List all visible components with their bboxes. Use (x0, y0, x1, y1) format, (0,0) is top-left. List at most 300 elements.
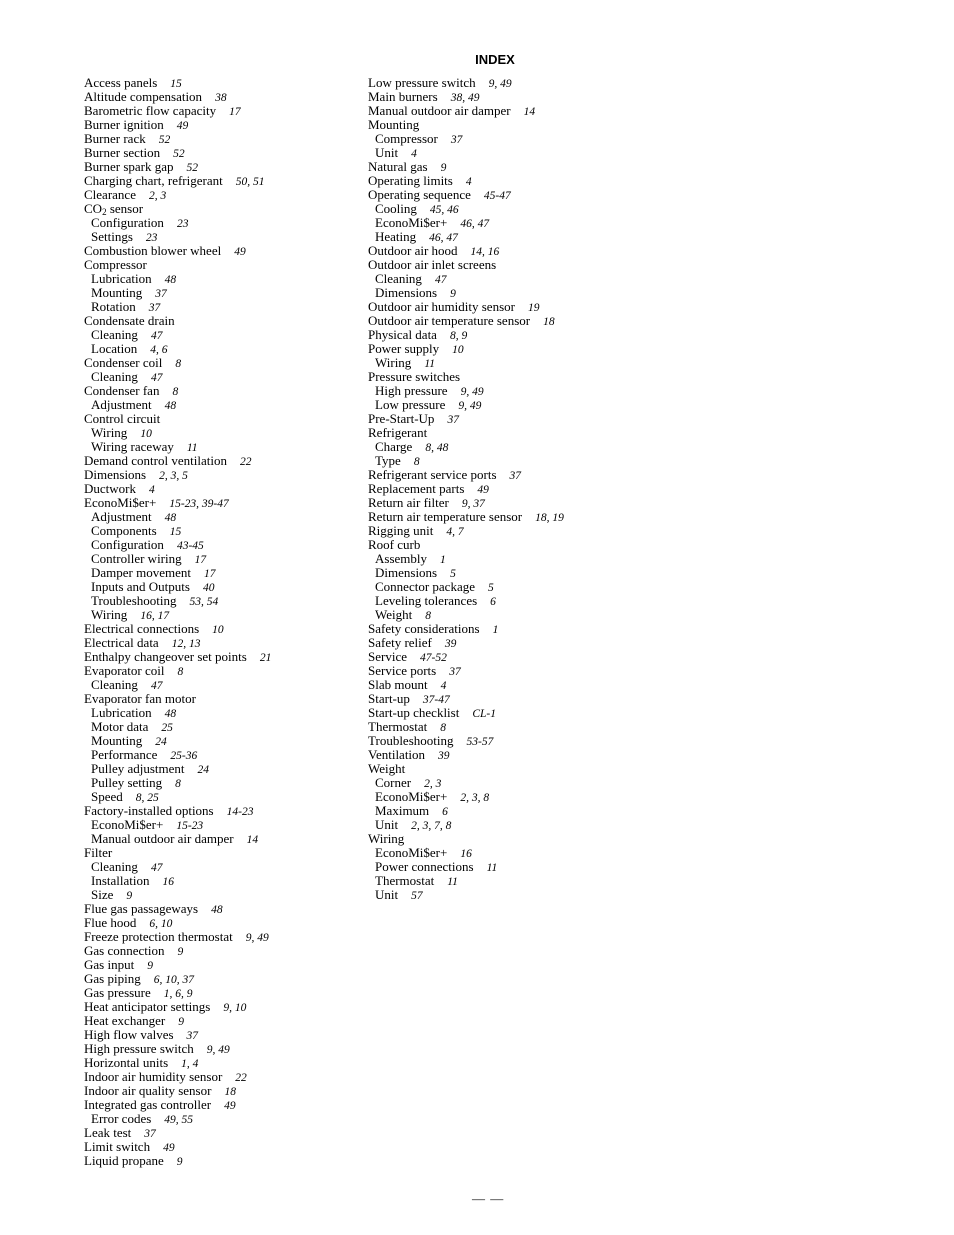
index-term: Manual outdoor air damper (91, 831, 234, 846)
index-subentry (368, 552, 564, 566)
index-term: Unit (375, 145, 399, 160)
index-term: Weight (375, 607, 413, 622)
index-entry (368, 118, 564, 132)
index-entry (368, 468, 564, 482)
index-page-ref: 9 (440, 162, 447, 174)
index-entry (368, 720, 564, 734)
index-page-ref: 22 (239, 456, 252, 468)
index-page-ref: 47 (150, 680, 163, 692)
index-entry (368, 692, 564, 706)
index-entry (84, 1154, 271, 1168)
index-term: Gas pressure (84, 985, 151, 1000)
index-entry (84, 314, 271, 328)
index-term: EconoMi$er+ (375, 215, 448, 230)
index-entry (368, 678, 564, 692)
index-page-ref: 45-47 (483, 190, 511, 202)
index-entry (84, 1056, 271, 1070)
index-entry (368, 748, 564, 762)
index-subentry (84, 552, 271, 566)
index-entry (368, 174, 564, 188)
index-page-ref: 47-52 (419, 652, 447, 664)
index-term: Rigging unit (368, 523, 434, 538)
index-entry (368, 104, 564, 118)
index-term: Power connections (375, 859, 474, 874)
index-page-ref: 1 (440, 554, 446, 566)
index-entry (84, 1000, 271, 1014)
index-page-ref: 43-45 (176, 540, 204, 552)
index-term-suffix: sensor (106, 201, 144, 216)
index-page-ref: 15 (169, 526, 182, 538)
index-term: Wiring (368, 831, 405, 846)
index-entry (368, 426, 564, 440)
index-term: Adjustment (91, 397, 152, 412)
index-entry (84, 118, 271, 132)
index-term: Rotation (91, 299, 136, 314)
index-term: Cleaning (91, 677, 138, 692)
index-page-ref: 49 (163, 1142, 175, 1154)
index-entry (84, 972, 271, 986)
index-entry (84, 1126, 271, 1140)
index-subentry (368, 356, 564, 370)
index-entry (368, 664, 564, 678)
index-term: Ventilation (368, 747, 426, 762)
index-entry (368, 538, 564, 552)
index-term: Return air temperature sensor (368, 509, 523, 524)
index-entry (368, 622, 564, 636)
page-title: INDEX (475, 52, 515, 67)
index-subentry (84, 874, 271, 888)
index-term: Compressor (375, 131, 438, 146)
index-subentry (84, 720, 271, 734)
index-page-ref: 4 (465, 176, 472, 188)
index-page-ref: 19 (527, 302, 540, 314)
index-entry (368, 636, 564, 650)
index-term: Safety relief (368, 635, 432, 650)
index-term: Dimensions (84, 467, 147, 482)
index-term: Flue hood (84, 915, 137, 930)
index-term: Cleaning (91, 369, 138, 384)
index-term: Natural gas (368, 159, 428, 174)
index-term: Demand control ventilation (84, 453, 227, 468)
index-subentry (84, 216, 271, 230)
index-page-ref: 11 (447, 876, 458, 888)
index-entry (84, 1084, 271, 1098)
index-term: Compressor (84, 257, 147, 272)
index-term: Damper movement (91, 565, 191, 580)
index-entry (84, 90, 271, 104)
index-entry (84, 692, 271, 706)
index-term: Barometric flow capacity (84, 103, 217, 118)
index-term: Electrical connections (84, 621, 200, 636)
index-subentry (84, 818, 271, 832)
index-page-ref: 47 (434, 274, 447, 286)
index-term: EconoMi$er+ (84, 495, 157, 510)
index-entry (84, 146, 271, 160)
index-term: Gas input (84, 957, 135, 972)
index-page-ref: 9, 49 (460, 386, 484, 398)
index-term: High pressure switch (84, 1041, 194, 1056)
index-entry (368, 524, 564, 538)
index-page-ref: 12, 13 (171, 638, 201, 650)
index-page-ref: 21 (259, 652, 272, 664)
index-entry (84, 1042, 271, 1056)
index-entry (84, 258, 271, 272)
index-term: Gas connection (84, 943, 165, 958)
index-entry (368, 188, 564, 202)
index-subentry (368, 398, 564, 412)
index-page-ref: 48 (164, 400, 177, 412)
index-page-ref: 25 (161, 722, 173, 734)
index-page-ref: 9 (176, 1156, 183, 1168)
index-page-ref: 15-23 (176, 820, 204, 832)
index-entry (368, 314, 564, 328)
index-term: Access panels (84, 75, 158, 90)
index-page-ref: 47 (150, 372, 163, 384)
index-subentry (84, 342, 271, 356)
index-entry (368, 244, 564, 258)
index-term: Start-up checklist (368, 705, 460, 720)
index-page-ref: 1, 4 (181, 1058, 199, 1070)
index-entry (84, 930, 271, 944)
index-page-ref: 48 (211, 904, 223, 916)
index-term: Maximum (375, 803, 430, 818)
index-term: Indoor air quality sensor (84, 1083, 212, 1098)
index-entry (368, 482, 564, 496)
index-term: Cleaning (375, 271, 422, 286)
index-page-ref: 8, 48 (425, 442, 449, 454)
index-subentry (84, 832, 271, 846)
index-term: Pre-Start-Up (368, 411, 435, 426)
index-page-ref: 2, 3, 8 (460, 792, 490, 804)
index-subentry (84, 790, 271, 804)
index-term: Ductwork (84, 481, 136, 496)
index-page-ref: 24 (197, 764, 210, 776)
index-page-ref: 10 (212, 624, 224, 636)
index-column-left (84, 76, 271, 1168)
index-term: Outdoor air inlet screens (368, 257, 497, 272)
index-entry (368, 160, 564, 174)
index-page-ref: 8 (175, 358, 182, 370)
index-page-ref: 11 (424, 358, 435, 370)
index-term: Location (91, 341, 138, 356)
index-page-ref: 23 (145, 232, 158, 244)
index-term: Limit switch (84, 1139, 151, 1154)
index-page-ref: 9 (177, 946, 184, 958)
index-page-ref: 1, 6, 9 (163, 988, 193, 1000)
index-subentry (368, 230, 564, 244)
index-page-ref: 14 (246, 834, 259, 846)
index-page-ref: 9 (450, 288, 456, 300)
index-page-ref: 23 (176, 218, 189, 230)
index-page-ref: 4 (149, 484, 155, 496)
index-page-ref: 50, 51 (235, 176, 265, 188)
index-term: Burner spark gap (84, 159, 174, 174)
index-term: Altitude compensation (84, 89, 203, 104)
index-subentry (368, 272, 564, 286)
index-page-ref: 46, 47 (460, 218, 490, 230)
index-page-ref: 52 (173, 148, 185, 160)
index-entry (84, 1014, 271, 1028)
index-page-ref: 16 (162, 876, 174, 888)
index-term: Outdoor air humidity sensor (368, 299, 515, 314)
index-term: Burner section (84, 145, 161, 160)
index-entry (368, 412, 564, 426)
index-term: Safety considerations (368, 621, 480, 636)
index-term: Installation (91, 873, 150, 888)
index-page-ref: 9, 49 (458, 400, 482, 412)
index-term: Control circuit (84, 411, 161, 426)
index-term: Integrated gas controller (84, 1097, 212, 1112)
index-term: Main burners (368, 89, 438, 104)
index-subentry (368, 594, 564, 608)
index-page-ref: 53, 54 (189, 596, 219, 608)
index-subentry (368, 776, 564, 790)
index-page-ref: 39 (444, 638, 457, 650)
index-entry (368, 650, 564, 664)
index-entry (84, 986, 271, 1000)
index-page-ref: 18 (224, 1086, 236, 1098)
index-term: Cleaning (91, 327, 138, 342)
index-entry (84, 76, 271, 90)
index-term: Evaporator coil (84, 663, 165, 678)
index-page-ref: 49 (224, 1100, 236, 1112)
index-subentry (368, 440, 564, 454)
index-subentry (84, 608, 271, 622)
index-page-ref: 38, 49 (450, 92, 480, 104)
index-subentry (368, 608, 564, 622)
index-term: Cooling (375, 201, 417, 216)
index-page-ref: 52 (186, 162, 199, 174)
index-entry (84, 202, 271, 216)
index-subentry (84, 398, 271, 412)
index-term: Controller wiring (91, 551, 182, 566)
index-term: Unit (375, 817, 399, 832)
index-term: Lubrication (91, 705, 152, 720)
index-entry (84, 468, 271, 482)
index-page-ref: 8 (175, 778, 181, 790)
index-page-ref: 40 (202, 582, 215, 594)
index-entry (84, 384, 271, 398)
index-page-ref: 10 (140, 428, 152, 440)
index-subentry (84, 524, 271, 538)
index-entry (84, 160, 271, 174)
index-page-ref: 49, 55 (164, 1114, 194, 1126)
index-term: Outdoor air hood (368, 243, 458, 258)
index-column-right (368, 76, 564, 902)
index-entry (368, 342, 564, 356)
index-page-ref: 10 (452, 344, 464, 356)
index-subentry (368, 202, 564, 216)
index-page-ref: 9, 49 (206, 1044, 230, 1056)
index-page-ref: 25-36 (170, 750, 198, 762)
index-page-ref: 16 (460, 848, 472, 860)
index-term: Lubrication (91, 271, 152, 286)
index-subentry (368, 846, 564, 860)
index-term: Troubleshooting (368, 733, 454, 748)
index-page-ref: 4 (411, 148, 417, 160)
index-entry (368, 734, 564, 748)
index-term: Evaporator fan motor (84, 691, 196, 706)
index-term: Pulley adjustment (91, 761, 185, 776)
index-entry (368, 328, 564, 342)
index-page-ref: CL-1 (472, 708, 496, 720)
index-entry (368, 510, 564, 524)
index-page-ref: 9, 49 (488, 78, 512, 90)
index-entry (368, 370, 564, 384)
index-page-ref: 9, 49 (245, 932, 269, 944)
index-page-ref: 5 (450, 568, 456, 580)
index-subentry (368, 286, 564, 300)
index-page-ref: 49 (176, 120, 189, 132)
index-term: Error codes (91, 1111, 152, 1126)
index-entry (368, 300, 564, 314)
index-page-ref: 4 (440, 680, 447, 692)
index-page-ref: 17 (194, 554, 207, 566)
index-term: Burner ignition (84, 117, 164, 132)
index-subentry (84, 370, 271, 384)
index-page-ref: 18 (543, 316, 555, 328)
index-page-ref: 8 (440, 722, 446, 734)
index-term: Clearance (84, 187, 136, 202)
index-entry (84, 622, 271, 636)
index-subentry (84, 706, 271, 720)
index-entry (368, 762, 564, 776)
index-page-ref: 37 (509, 470, 522, 482)
index-term: Charging chart, refrigerant (84, 173, 223, 188)
index-page-ref: 53-57 (466, 736, 494, 748)
index-term: Burner rack (84, 131, 146, 146)
index-term: EconoMi$er+ (91, 817, 164, 832)
index-subentry (84, 580, 271, 594)
index-subentry (368, 818, 564, 832)
index-entry (368, 706, 564, 720)
index-entry (84, 174, 271, 188)
index-entry (368, 496, 564, 510)
index-term: Operating limits (368, 173, 453, 188)
index-page-ref: 47 (150, 330, 163, 342)
index-term: Adjustment (91, 509, 152, 524)
index-term: Start-up (368, 691, 410, 706)
index-term: Thermostat (368, 719, 428, 734)
index-page-ref: 2, 3, 5 (159, 470, 188, 482)
index-term: Low pressure (375, 397, 446, 412)
index-term: Thermostat (375, 873, 435, 888)
index-page-ref: 37 (155, 288, 167, 300)
index-term: Leveling tolerances (375, 593, 478, 608)
index-page-ref: 8 (413, 456, 420, 468)
index-entry (84, 944, 271, 958)
index-term: Inputs and Outputs (91, 579, 190, 594)
index-term: Connector package (375, 579, 475, 594)
index-page-ref: 37-47 (422, 694, 450, 706)
index-subentry (84, 272, 271, 286)
index-subentry (368, 566, 564, 580)
index-term: Charge (375, 439, 413, 454)
index-page-ref: 8, 25 (135, 792, 159, 804)
index-subentry (84, 440, 271, 454)
index-page-ref: 22 (235, 1072, 247, 1084)
index-term: EconoMi$er+ (375, 789, 448, 804)
index-entry (84, 650, 271, 664)
index-page-ref: 14 (523, 106, 536, 118)
index-subentry (84, 286, 271, 300)
index-page-ref: 5 (487, 582, 494, 594)
index-term: Configuration (91, 537, 164, 552)
index-entry (84, 804, 271, 818)
index-term: Speed (91, 789, 123, 804)
index-term: Corner (375, 775, 412, 790)
index-entry (84, 188, 271, 202)
index-entry (84, 1140, 271, 1154)
index-page-ref: 48 (164, 512, 177, 524)
index-page-ref: 52 (158, 134, 171, 146)
index-page-ref: 2, 3 (424, 778, 442, 790)
index-page-ref: 9 (147, 960, 153, 972)
index-page-ref: 4, 7 (446, 526, 464, 538)
index-term: Heat anticipator settings (84, 999, 211, 1014)
index-entry (84, 482, 271, 496)
index-page-ref: 48 (164, 708, 177, 720)
index-term: Combustion blower wheel (84, 243, 222, 258)
index-page-ref: 9, 37 (461, 498, 485, 510)
index-page-ref: 47 (150, 862, 163, 874)
index-page-ref: 49 (477, 484, 489, 496)
index-term: Operating sequence (368, 187, 471, 202)
index-page-ref: 8, 9 (449, 330, 468, 342)
index-subentry (84, 510, 271, 524)
index-term: Electrical data (84, 635, 159, 650)
index-subentry (84, 776, 271, 790)
index-page-ref: 39 (438, 750, 450, 762)
index-page-ref: 8 (177, 666, 184, 678)
index-term: Condensate drain (84, 313, 175, 328)
index-term: Motor data (91, 719, 149, 734)
index-subentry (368, 580, 564, 594)
index-entry (84, 958, 271, 972)
index-term: Dimensions (375, 285, 438, 300)
index-term: Components (91, 523, 157, 538)
index-entry (84, 454, 271, 468)
index-page-ref: 57 (411, 890, 423, 902)
index-term: Wiring (91, 607, 128, 622)
index-page-ref: 6 (442, 806, 448, 818)
index-page-ref: 37 (450, 134, 463, 146)
index-page-ref: 37 (447, 414, 459, 426)
index-term: Configuration (91, 215, 164, 230)
index-term: Type (375, 453, 401, 468)
index-entry (84, 1028, 271, 1042)
index-term: Outdoor air temperature sensor (368, 313, 531, 328)
index-term: Heating (375, 229, 417, 244)
index-subentry (368, 790, 564, 804)
index-entry (84, 664, 271, 678)
index-subentry (84, 328, 271, 342)
index-page-ref: 16, 17 (140, 610, 170, 622)
index-subentry (368, 874, 564, 888)
index-term: Refrigerant service ports (368, 467, 497, 482)
index-page-ref: 4, 6 (150, 344, 168, 356)
index-page-ref: 37 (144, 1128, 156, 1140)
index-term: Slab mount (368, 677, 428, 692)
index-subentry (84, 888, 271, 902)
index-entry (368, 258, 564, 272)
index-page-ref: 15-23, 39-47 (169, 498, 229, 510)
index-term: Flue gas passageways (84, 901, 199, 916)
index-page-ref: 15 (170, 78, 182, 90)
index-subentry (84, 538, 271, 552)
index-subentry (84, 734, 271, 748)
index-subentry (84, 678, 271, 692)
